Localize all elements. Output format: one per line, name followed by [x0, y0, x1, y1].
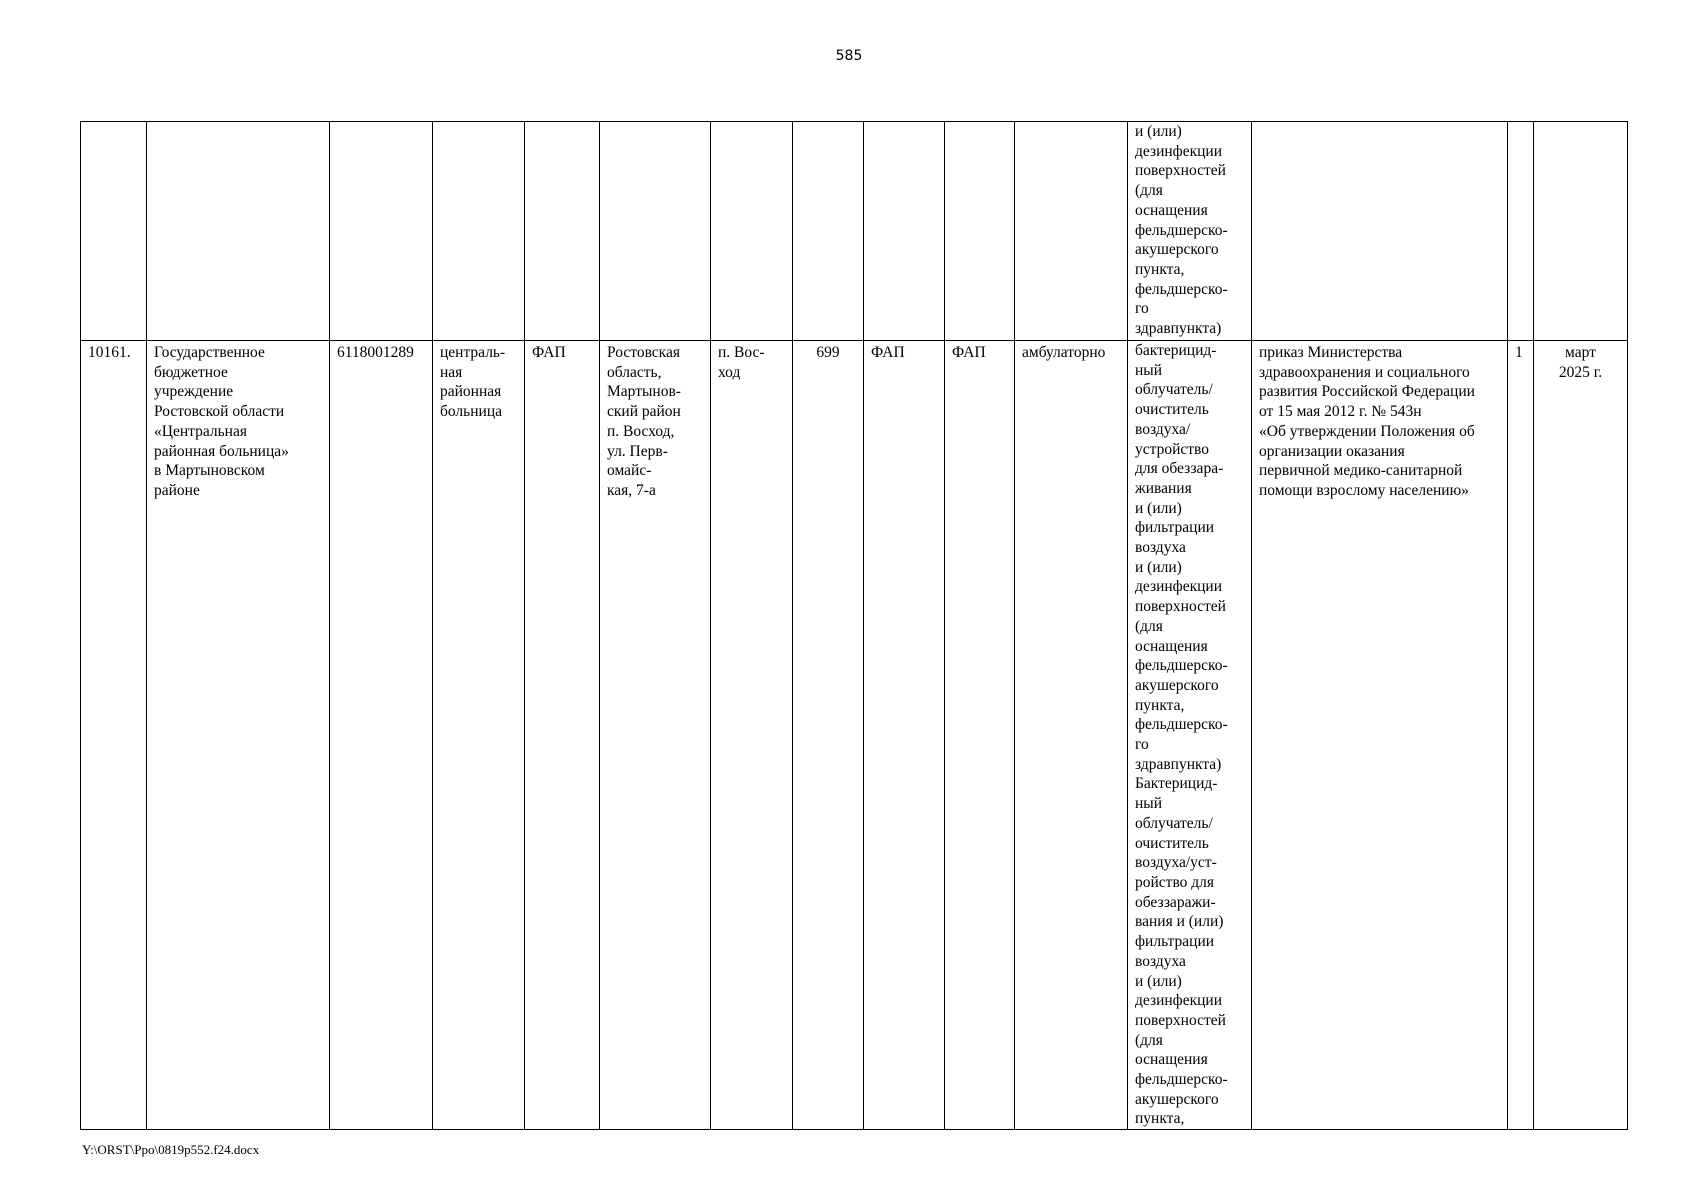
cell-number: 10161. [81, 341, 147, 1130]
cell-population [793, 122, 864, 341]
table-row-continuation [81, 122, 1628, 341]
cell-locality [711, 122, 793, 341]
cell-organization: Государственное бюджетное учреждение Ростовской области «Центральная районная больница» в Мартыновском районе [147, 341, 330, 1130]
cell-legal-basis: приказ Министерства здравоохранения и социального развития Российской Федерации от 15 мая 2012 г. № 543н «Об утверждении Положения об организации оказания первичной медико-санитарной помощи взрослому населению» [1252, 341, 1508, 1130]
cell-quantity [1508, 122, 1534, 341]
data-table [80, 121, 1628, 1130]
cell-number [81, 122, 147, 341]
cell-unit-2: ФАП [945, 341, 1015, 1130]
file-path-footer: Y:\ORST\Ppo\0819p552.f24.docx [82, 1142, 260, 1157]
cell-unit-2 [945, 122, 1015, 341]
cell-facility-kind: ФАП [525, 341, 600, 1130]
cell-unit-1: ФАП [864, 341, 945, 1130]
cell-care-form: амбулаторно [1015, 341, 1128, 1130]
cell-org-type: централь- ная районная больница [433, 341, 525, 1130]
cell-facility-kind [525, 122, 600, 341]
cell-org-type [433, 122, 525, 341]
cell-inn: 6118001289 [330, 341, 433, 1130]
cell-organization [147, 122, 330, 341]
cell-date: март 2025 г. [1534, 341, 1628, 1130]
cell-date [1534, 122, 1628, 341]
cell-quantity: 1 [1508, 341, 1534, 1130]
cell-care-form [1015, 122, 1128, 341]
cell-unit-1 [864, 122, 945, 341]
page-number: 585 [835, 48, 863, 64]
cell-locality: п. Вос- ход [711, 341, 793, 1130]
cell-population: 699 [793, 341, 864, 1130]
cell-legal-basis [1252, 122, 1508, 341]
cell-address: Ростовская область, Мартынов- ский район п. Восход, ул. Перв- омайс- кая, 7-а [600, 341, 711, 1130]
cell-inn [330, 122, 433, 341]
cell-equipment: и (или) дезинфекции поверхностей (для оснащения фельдшерско- акушерского пункта, фельдшерско- го здравпункта) [1128, 122, 1252, 341]
cell-equipment: бактерицид- ный облучатель/ очиститель воздуха/ устройство для обеззара- живания и (или) фильтрации воздуха и (или) дезинфекции поверхностей (для оснащения фельдшерско- акушерского пункта, фельдшерско- го здравпункта) Бактерицид- ный облучатель/ очиститель воздуха/уст- ройство для обеззаражи- вания и (или) фильтрации воздуха и (или) дезинфекции поверхностей (для оснащения фельдшерско- акушерского пункта, [1128, 341, 1252, 1130]
cell-address [600, 122, 711, 341]
table-row [81, 341, 1628, 1130]
